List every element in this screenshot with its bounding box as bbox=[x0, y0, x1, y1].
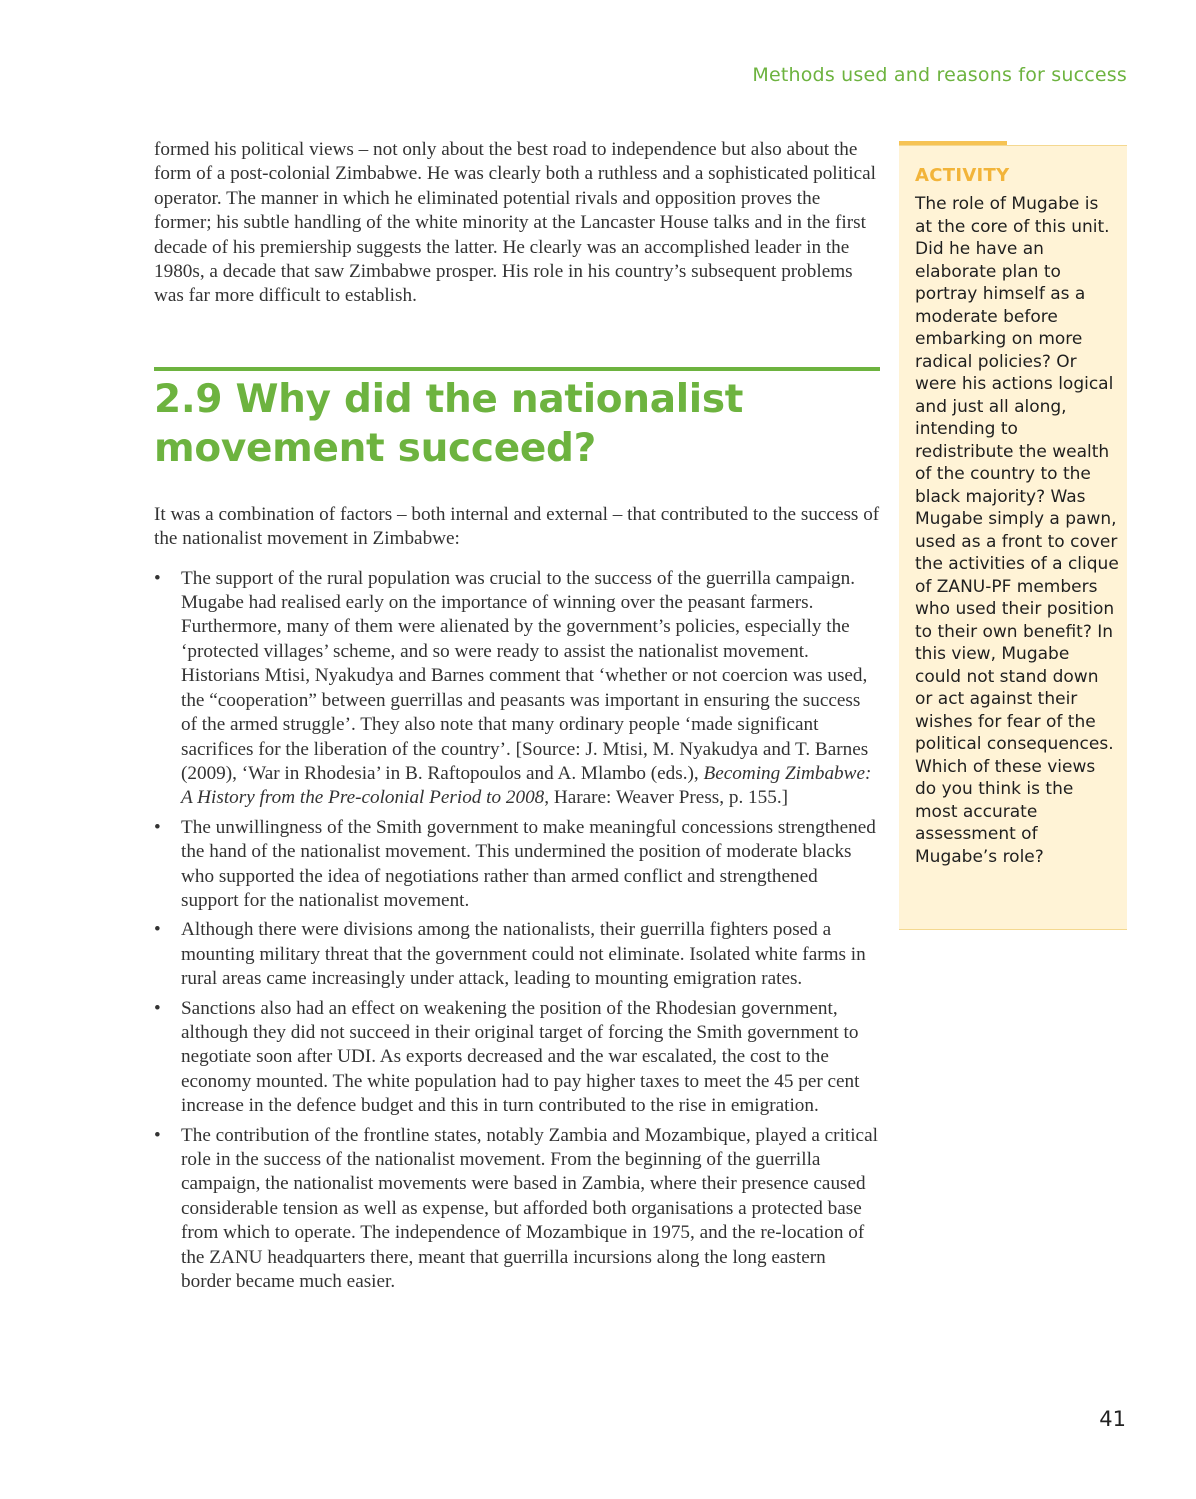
list-item bbox=[154, 567, 880, 811]
bullet-marker: • bbox=[154, 997, 161, 1019]
list-item bbox=[154, 816, 880, 914]
intro-paragraph: formed his political views – not only about the best road to independence but also about the form of a post-colonial Zimbabwe. He was clearly both a ruthless and a sophisticated political operator. The manner in which he eliminated potential rivals and opposition proves the former; his subtle handling of the white minority at the Lancaster House talks and in the first decade of his premiership suggests the latter. He clearly was an accomplished leader in the 1980s, a decade that saw Zimbabwe prosper. His role in his country’s subsequent problems was far more difficult to establish. bbox=[154, 139, 876, 307]
bullet-marker: • bbox=[154, 1124, 161, 1146]
bullet-text: The unwillingness of the Smith government to make meaningful concessions strengthened the hand of the nationalist movement. This undermined the position of moderate blacks who supported the idea of negotiations rather than armed conflict and strengthened support for the nationalist movement. bbox=[181, 816, 876, 911]
bullet-text: The contribution of the frontline states, notably Zambia and Mozambique, played a critical role in the success of the nationalist movement. From the beginning of the guerrilla campaign, the nationalist movements were based in Zambia, where their presence caused considerable tension as well as expense, but afforded both organisations a protected base from which to operate. The independence of Mozambique in 1975, and the re-location of the ZANU headquarters there, meant that guerrilla incursions along the long eastern border became much easier. bbox=[181, 1124, 878, 1293]
section-title bbox=[154, 375, 880, 473]
activity-text: The role of Mugabe is at the core of this unit. Did he have an elaborate plan to portray himself as a moderate before embarking on more radical policies? Or were his actions logical and just all along, intending to redistribute the wealth of the country to the black majority? Was Mugabe simply a pawn, used as a front to cover the activities of a clique of ZANU-PF members who used their position to their own benefit? In this view, Mugabe could not stand down or act against their wishes for fear of the political consequences. Which of these views do you think is the most accurate assessment of Mugabe’s role? bbox=[915, 194, 1119, 867]
bullet-text-end: , Harare: Weaver Press, p. 155.] bbox=[544, 787, 789, 809]
list-item bbox=[154, 997, 880, 1119]
section-rule bbox=[154, 367, 880, 371]
activity-box bbox=[899, 145, 1127, 930]
bullet-marker: • bbox=[154, 816, 161, 838]
bullet-marker: • bbox=[154, 567, 161, 589]
list-item bbox=[154, 918, 880, 991]
section-title-line-1: 2.9 Why did the nationalist bbox=[154, 376, 744, 422]
book-title: Becoming Zimbabwe: A History from the Pre-colonial Period to 2008 bbox=[181, 762, 872, 809]
bullet-text: Although there were divisions among the nationalists, their guerrilla fighters posed a mounting military threat that the government could not eliminate. Isolated white farms in rural areas came increasingly under attack, leading to mounting emigration rates. bbox=[181, 919, 866, 990]
bullet-list bbox=[154, 567, 880, 1295]
section-title-line-2: movement succeed? bbox=[154, 425, 596, 471]
running-header: Methods used and reasons for success bbox=[752, 64, 1127, 86]
bullet-text: The support of the rural population was crucial to the success of the guerrilla campaign. Mugabe had realised early on the importance of winning over the peasant farmers. Furthermore, many of them were alienated by the government’s policies, especially the ‘protected villages’ scheme, and so were ready to assist the nationalist movement. Historians Mtisi, Nyakudya and Barnes comment that ‘whether or not coercion was used, the “cooperation” between guerrillas and peasants was important in ensuring the success of the armed struggle’. They also note that many ordinary people ‘made significant sacrifices for the liberation of the country’. [Source: J. Mtisi, M. Nyakudya and T. Barnes (2009), ‘War in Rhodesia’ in B. Raftopoulos and A. Mlambo (eds.), bbox=[181, 567, 869, 784]
section-intro: It was a combination of factors – both internal and external – that contributed to the success of the nationalist movement in Zimbabwe: bbox=[154, 503, 880, 550]
main-column bbox=[154, 138, 880, 1299]
page-number: 41 bbox=[1099, 1407, 1126, 1431]
list-item bbox=[154, 1124, 880, 1295]
activity-title: ACTIVITY bbox=[915, 165, 1010, 186]
bullet-marker: • bbox=[154, 919, 161, 941]
bullet-text: Sanctions also had an effect on weakening the position of the Rhodesian government, although they did not succeed in their original target of forcing the Smith government to negotiate soon after UDI. As exports decreased and the war escalated, the cost to the economy mounted. The white population had to pay higher taxes to meet the 45 per cent increase in the defence budget and this in turn contributed to the rise in emigration. bbox=[181, 997, 860, 1117]
